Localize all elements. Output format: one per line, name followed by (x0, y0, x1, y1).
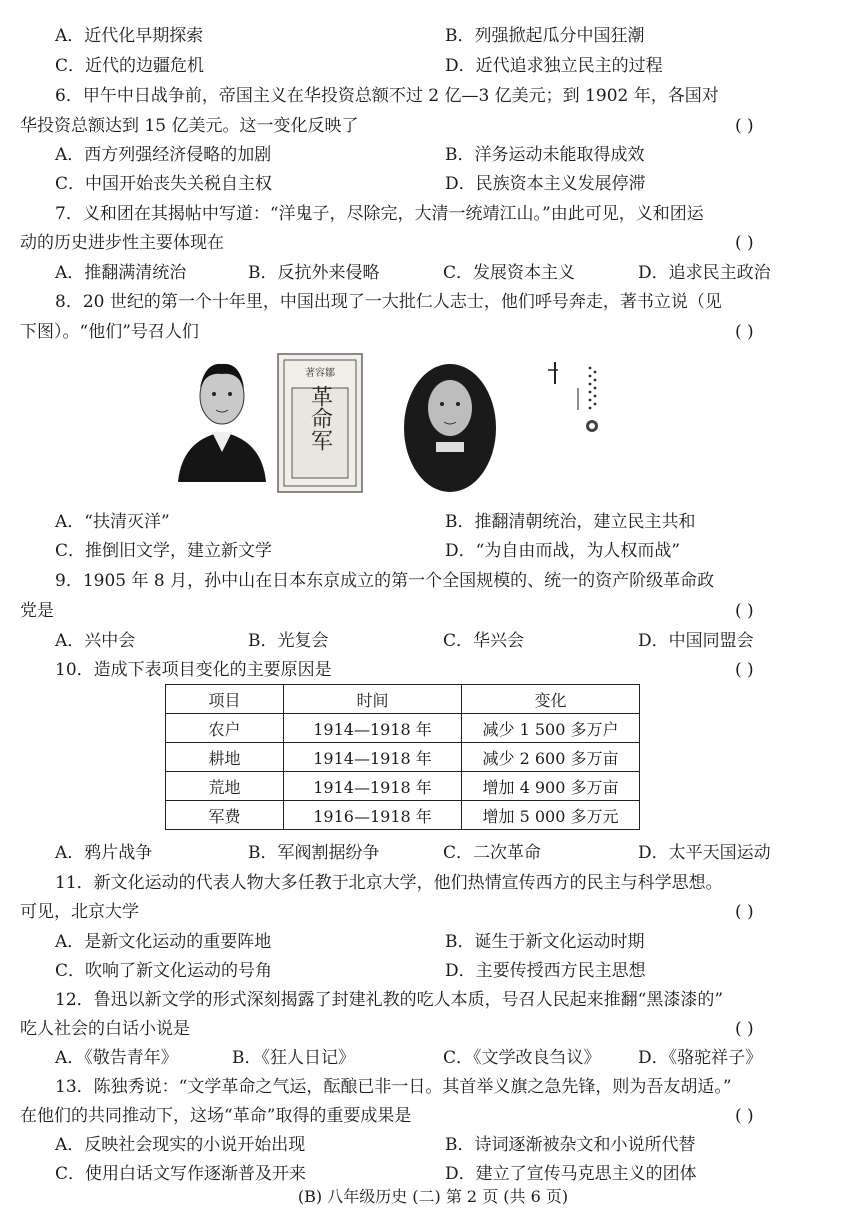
q13-option-d: D．建立了宣传马克思主义的团体 (445, 1164, 697, 1184)
q10-stem: 10．造成下表项目变化的主要原因是 (55, 660, 332, 680)
q10-option-c: C．二次革命 (443, 843, 542, 863)
table-row (166, 801, 640, 830)
q10-option-b: B．军阀割据纷争 (248, 843, 380, 863)
q9-answer-bracket: ( ) (735, 601, 754, 621)
q8-answer-bracket: ( ) (735, 322, 754, 342)
table-cell: 荒地 (166, 772, 284, 801)
table-cell: 减少 2 600 多万亩 (462, 743, 640, 772)
q9-option-d: D．中国同盟会 (638, 631, 754, 651)
q10-option-d: D．太平天国运动 (638, 843, 771, 863)
portrait-1-image (178, 354, 268, 482)
q8-figure-illustrations (160, 348, 620, 498)
table-cell: 农户 (166, 714, 284, 743)
q8-option-d: D．“为自由而战，为人权而战” (445, 541, 681, 561)
table-cell: 减少 1 500 多万户 (462, 714, 640, 743)
q6-option-d: D．民族资本主义发展停滞 (445, 174, 646, 194)
q8-option-b: B．推翻清朝统治，建立民主共和 (445, 512, 696, 532)
table-header-row (166, 685, 640, 714)
q8-option-a: A．“扶清灭洋” (55, 512, 170, 532)
q5-option-a: A．近代化早期探索 (55, 26, 204, 46)
q6-option-b: B．洋务运动未能取得成效 (445, 145, 645, 165)
q11-option-c: C．吹响了新文化运动的号角 (55, 961, 273, 981)
q11-option-d: D．主要传授西方民主思想 (445, 961, 646, 981)
q13-stem-line1: 13．陈独秀说：“文学革命之气运，酝酿已非一日。其首举义旗之急先锋，则为吾友胡适。” (55, 1077, 732, 1097)
q11-answer-bracket: ( ) (735, 902, 754, 922)
table-cell: 1914—1918 年 (284, 743, 462, 772)
book-author-text: 著容鄒 (305, 368, 335, 379)
table-header-cell: 变化 (462, 685, 640, 714)
table-cell: 1916—1918 年 (284, 801, 462, 830)
book-cover-image (278, 354, 362, 492)
q12-option-a: A．《敬告青年》 (55, 1048, 178, 1068)
q12-stem-line2: 吃人社会的白话小说是 (20, 1019, 190, 1039)
q9-option-b: B．光复会 (248, 631, 329, 651)
table-cell: 军费 (166, 801, 284, 830)
q8-figure (160, 348, 620, 498)
table-row (166, 743, 640, 772)
q5-option-c: C．近代的边疆危机 (55, 56, 205, 76)
table-cell: 1914—1918 年 (284, 772, 462, 801)
q6-answer-bracket: ( ) (735, 116, 754, 136)
q13-option-a: A．反映社会现实的小说开始出现 (55, 1135, 306, 1155)
q7-option-c: C．发展资本主义 (443, 263, 576, 283)
q10-data-table (165, 684, 640, 830)
page-footer: (B) 八年级历史 (二) 第 2 页 (共 6 页) (297, 1187, 569, 1206)
portrait-2-image (404, 364, 496, 492)
q13-option-c: C．使用白话文写作逐渐普及开来 (55, 1164, 307, 1184)
q8-stem-line1: 8．20 世纪的第一个十年里，中国出现了一大批仁人志士，他们呼号奔走，著书立说（见 (55, 292, 722, 312)
q13-answer-bracket: ( ) (735, 1106, 754, 1126)
table-cell: 1914—1918 年 (284, 714, 462, 743)
q9-option-a: A．兴中会 (55, 631, 136, 651)
q9-option-c: C．华兴会 (443, 631, 525, 651)
table-row (166, 772, 640, 801)
table-row (166, 714, 640, 743)
q13-option-b: B．诗词逐渐被杂文和小说所代替 (445, 1135, 696, 1155)
q11-stem-line2: 可见，北京大学 (20, 902, 139, 922)
q6-stem-line1: 6．甲午中日战争前，帝国主义在华投资总额不过 2 亿—3 亿美元；到 1902 年，各国对 (55, 86, 719, 106)
q7-stem-line1: 7．义和团在其揭帖中写道：“洋鬼子，尽除完，大清一统靖江山。”由此可见，义和团运 (55, 204, 704, 224)
q13-stem-line2: 在他们的共同推动下，这场“革命”取得的重要成果是 (20, 1106, 412, 1126)
q12-option-b: B．《狂人日记》 (232, 1048, 355, 1068)
q5-option-b: B．列强掀起瓜分中国狂潮 (445, 26, 645, 46)
q7-stem-line2: 动的历史进步性主要体现在 (20, 233, 224, 253)
table-cell: 增加 5 000 多万元 (462, 801, 640, 830)
q11-option-b: B．诞生于新文化运动时期 (445, 932, 645, 952)
q7-answer-bracket: ( ) (735, 233, 754, 253)
q11-option-a: A．是新文化运动的重要阵地 (55, 932, 272, 952)
q8-stem-line2: 下图）。“他们”号召人们 (20, 322, 199, 342)
table-cell: 耕地 (166, 743, 284, 772)
q5-option-d: D．近代追求独立民主的过程 (445, 56, 663, 76)
table-cell: 增加 4 900 多万亩 (462, 772, 640, 801)
q12-option-d: D．《骆驼祥子》 (638, 1048, 763, 1068)
q12-answer-bracket: ( ) (735, 1019, 754, 1039)
q11-stem-line1: 11．新文化运动的代表人物大多任教于北京大学，他们热情宣传西方的民主与科学思想。 (55, 873, 723, 893)
q10-option-a: A．鸦片战争 (55, 843, 153, 863)
q7-option-d: D．追求民主政治 (638, 263, 771, 283)
q6-stem-line2: 华投资总额达到 15 亿美元。这一变化反映了 (20, 116, 359, 136)
q7-option-a: A．推翻满清统治 (55, 263, 187, 283)
q8-option-c: C．推倒旧文学，建立新文学 (55, 541, 273, 561)
book-title-text: 革命军 (307, 385, 333, 451)
q7-option-b: B．反抗外来侵略 (248, 263, 380, 283)
table-header-cell: 时间 (284, 685, 462, 714)
q9-stem-line1: 9．1905 年 8 月，孙中山在日本东京成立的第一个全国规模的、统一的资产阶级革命政 (55, 571, 715, 591)
q6-option-c: C．中国开始丧失关税自主权 (55, 174, 273, 194)
q10-answer-bracket: ( ) (735, 660, 754, 680)
seal-calligraphy-image (548, 362, 598, 432)
q9-stem-line2: 党是 (20, 601, 54, 621)
q12-stem-line1: 12．鲁迅以新文学的形式深刻揭露了封建礼教的吃人本质，号召人民起来推翻“黑漆漆的” (55, 990, 724, 1010)
q12-option-c: C．《文学改良刍议》 (443, 1048, 601, 1068)
q6-option-a: A．西方列强经济侵略的加剧 (55, 145, 272, 165)
table-header-cell: 项目 (166, 685, 284, 714)
